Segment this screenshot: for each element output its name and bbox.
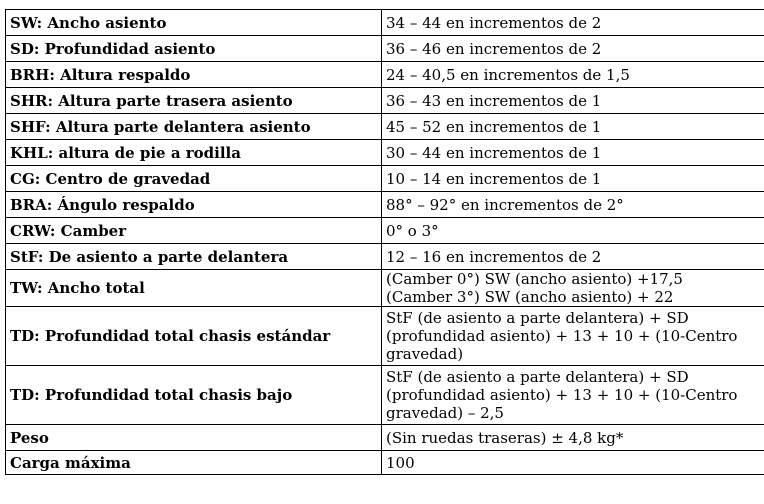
spec-label: BRA: Ángulo respaldo bbox=[6, 192, 382, 218]
spec-label: TW: Ancho total bbox=[6, 270, 382, 307]
spec-value-line: 36 – 46 en incrementos de 2 bbox=[386, 39, 602, 58]
spec-value-line: 10 – 14 en incrementos de 1 bbox=[386, 169, 602, 188]
spec-label: Carga máxima bbox=[6, 451, 382, 475]
spec-value-line: 34 – 44 en incrementos de 2 bbox=[386, 13, 602, 32]
spec-value-line: 88° – 92° en incrementos de 2° bbox=[386, 195, 624, 214]
spec-value-line: gravedad) bbox=[386, 345, 464, 363]
spec-value-line: (Camber 3°) SW (ancho asiento) + 22 bbox=[386, 288, 674, 306]
spec-value bbox=[382, 366, 764, 425]
spec-value bbox=[382, 36, 764, 62]
spec-value-line: (Camber 0°) SW (ancho asiento) +17,5 bbox=[386, 270, 683, 288]
table-row bbox=[6, 88, 764, 114]
spec-value-line: 0° o 3° bbox=[386, 221, 439, 240]
spec-label: CG: Centro de gravedad bbox=[6, 166, 382, 192]
spec-value-line: 45 – 52 en incrementos de 1 bbox=[386, 117, 602, 136]
spec-value-line: gravedad) – 2,5 bbox=[386, 404, 504, 422]
table-row bbox=[6, 166, 764, 192]
spec-label: SD: Profundidad asiento bbox=[6, 36, 382, 62]
spec-value bbox=[382, 218, 764, 244]
spec-label: KHL: altura de pie a rodilla bbox=[6, 140, 382, 166]
table-row bbox=[6, 62, 764, 88]
spec-value bbox=[382, 270, 764, 307]
table-row bbox=[6, 451, 764, 475]
spec-value bbox=[382, 451, 764, 475]
spec-value bbox=[382, 114, 764, 140]
spec-label: TD: Profundidad total chasis estándar bbox=[6, 307, 382, 366]
spec-value-line: 100 bbox=[386, 453, 415, 472]
table-row bbox=[6, 366, 764, 425]
table-row bbox=[6, 10, 764, 36]
spec-label: BRH: Altura respaldo bbox=[6, 62, 382, 88]
spec-value-line: 24 – 40,5 en incrementos de 1,5 bbox=[386, 65, 630, 84]
table-row bbox=[6, 114, 764, 140]
spec-label: SHF: Altura parte delantera asiento bbox=[6, 114, 382, 140]
spec-value-line: StF (de asiento a parte delantera) + SD bbox=[386, 368, 689, 386]
spec-value bbox=[382, 140, 764, 166]
spec-value bbox=[382, 10, 764, 36]
table-row bbox=[6, 192, 764, 218]
spec-value-line: 12 – 16 en incrementos de 2 bbox=[386, 247, 602, 266]
spec-label: TD: Profundidad total chasis bajo bbox=[6, 366, 382, 425]
spec-value-line: (profundidad asiento) + 13 + 10 + (10-Centro bbox=[386, 386, 738, 404]
spec-value bbox=[382, 425, 764, 451]
spec-value-line: 30 – 44 en incrementos de 1 bbox=[386, 143, 602, 162]
table-row bbox=[6, 140, 764, 166]
spec-value bbox=[382, 244, 764, 270]
table-row bbox=[6, 307, 764, 366]
spec-label: SW: Ancho asiento bbox=[6, 10, 382, 36]
spec-value bbox=[382, 192, 764, 218]
spec-value bbox=[382, 62, 764, 88]
spec-value bbox=[382, 166, 764, 192]
spec-value-line: (profundidad asiento) + 13 + 10 + (10-Centro bbox=[386, 327, 738, 345]
table-row bbox=[6, 244, 764, 270]
spec-label: SHR: Altura parte trasera asiento bbox=[6, 88, 382, 114]
table-row bbox=[6, 425, 764, 451]
spec-label: StF: De asiento a parte delantera bbox=[6, 244, 382, 270]
spec-value-line: StF (de asiento a parte delantera) + SD bbox=[386, 309, 689, 327]
table-row bbox=[6, 270, 764, 307]
spec-value bbox=[382, 88, 764, 114]
table-row bbox=[6, 218, 764, 244]
spec-value-line: 36 – 43 en incrementos de 1 bbox=[386, 91, 602, 110]
spec-value bbox=[382, 307, 764, 366]
table-row bbox=[6, 36, 764, 62]
specifications-table bbox=[5, 9, 764, 475]
spec-value-line: (Sin ruedas traseras) ± 4,8 kg* bbox=[386, 428, 624, 447]
spec-label: CRW: Camber bbox=[6, 218, 382, 244]
spec-label: Peso bbox=[6, 425, 382, 451]
